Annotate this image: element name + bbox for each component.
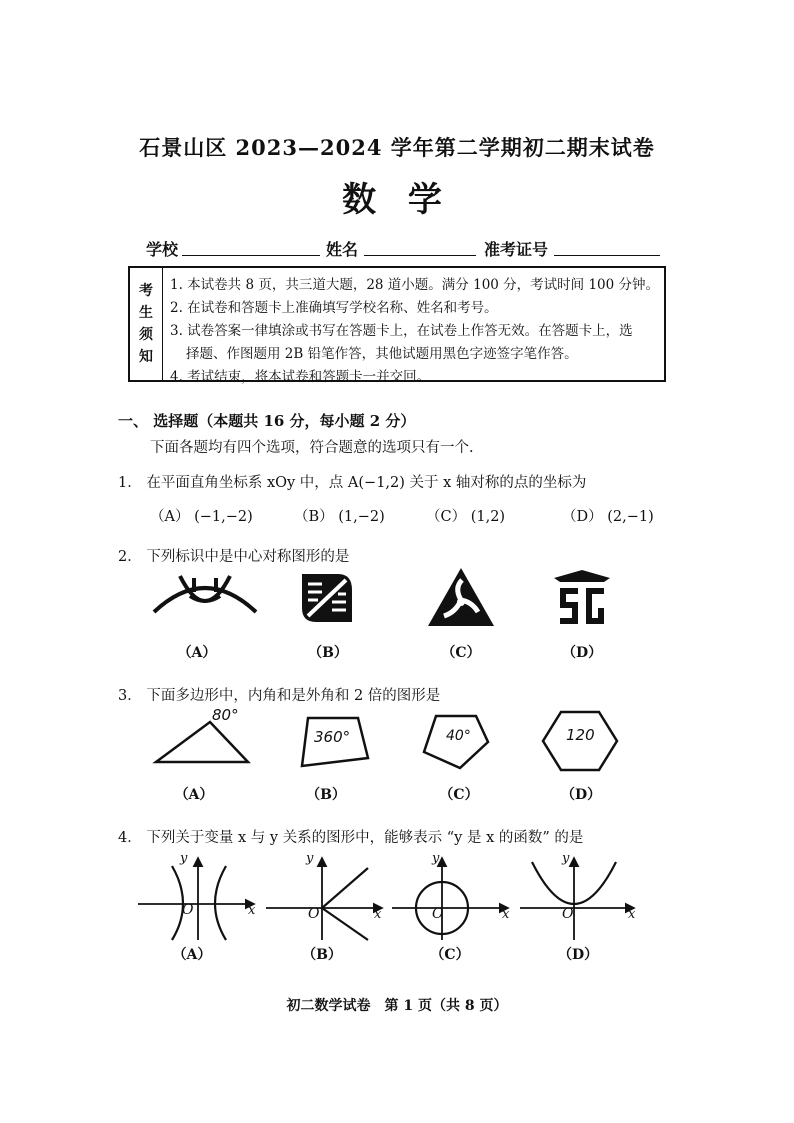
id-field[interactable] [554,237,660,256]
notice-label [130,268,163,380]
page-footer: 初二数学试卷 第 1 页（共 8 页） [286,998,508,1014]
graph-a-y-label: y [180,851,188,866]
graph-a-hyperbola-sideways [136,852,262,942]
q4-label-c: （C） [430,947,470,963]
graph-a-origin-label: O [182,902,194,918]
q3-label-d: （D） [561,787,602,803]
q3-annotation-a: 80° [212,706,239,724]
question-4-stem: 4． 下列关于变量 x 与 y 关系的图形中，能够表示 “y 是 x 的函数” 的是 [118,830,584,846]
notice-item: 1. 本试卷共 8 页，共三道大题，28 道小题。满分 100 分，考试时间 100 分钟。 [170,277,660,293]
section-heading: 一、 选择题（本题共 16 分，每小题 2 分） [118,412,416,430]
graph-a-x-label: x [248,903,256,918]
notice-item: 择题、作图题用 2B 铅笔作答，其他试题用黑色字迹签字笔作答。 [186,346,578,362]
graph-d-origin-label: O [562,906,574,922]
logo-a-arcs-icon [150,568,260,628]
student-info-line [146,237,666,261]
q1-option-c: （C） (1,2) [426,509,506,525]
q3-annotation-b: 360° [314,728,351,746]
logo-b-leaf-icon [298,570,356,626]
q2-label-d: （D） [562,645,603,661]
exam-title: 石景山区 2023—2024 学年第二学期初二期末试卷 [139,135,655,160]
notice-item: 4. 考试结束，将本试卷和答题卡一并交回。 [170,369,431,385]
notice-item: 3. 试卷答案一律填涂或书写在答题卡上，在试卷上作答无效。在答题卡上，选 [170,323,633,339]
exam-notice-box [128,266,666,385]
q3-annotation-d: 120 [566,726,595,744]
notice-items [170,274,662,389]
q4-label-d: （D） [558,947,599,963]
q3-label-c: （C） [439,787,479,803]
q3-annotation-c: 40° [446,728,471,744]
graph-c-x-label: x [502,907,510,922]
question-1-stem: 1． 在平面直角坐标系 xOy 中，点 A(−1,2) 关于 x 轴对称的点的坐标为 [118,475,587,491]
id-label: 准考证号 [484,240,549,259]
graph-b-x-label: x [374,907,382,922]
q4-label-b: （B） [302,947,342,963]
graph-b-rays [264,852,390,942]
graph-b-y-label: y [306,851,314,866]
logo-d-sg-icon [552,568,612,628]
graph-b-origin-label: O [308,906,320,922]
notice-label-char: 须 [139,327,153,343]
notice-item: 2. 在试卷和答题卡上准确填写学校名称、姓名和考号。 [170,300,498,316]
school-label: 学校 [146,240,179,259]
name-label: 姓名 [326,240,359,259]
q1-option-a: （A） (−1,−2) [150,509,253,525]
triangle-figure [154,708,254,768]
graph-c-origin-label: O [432,906,444,922]
graph-d-y-label: y [562,851,570,866]
q2-label-a: （A） [177,645,217,661]
logo-c-triangle-swirl-icon [426,566,496,630]
q4-label-a: （A） [172,947,212,963]
notice-label-char: 生 [139,305,153,321]
q3-label-b: （B） [306,787,346,803]
notice-label-char: 考 [139,283,153,299]
question-3-stem: 3． 下面多边形中，内角和是外角和 2 倍的图形是 [118,688,441,704]
q1-option-d: （D） (2,−1) [562,509,654,525]
notice-label-char: 知 [139,349,153,365]
subject-title: 数 学 [342,180,452,220]
graph-d-x-label: x [628,907,636,922]
q1-option-b: （B） (1,−2) [294,509,385,525]
graph-c-y-label: y [432,851,440,866]
q3-label-a: （A） [174,787,214,803]
q2-label-b: （B） [308,645,348,661]
section-instruction: 下面各题均有四个选项，符合题意的选项只有一个. [150,440,474,456]
question-2-stem: 2． 下列标识中是中心对称图形的是 [118,549,350,565]
graph-d-parabola [518,852,642,942]
name-field[interactable] [364,237,476,256]
school-field[interactable] [182,237,320,256]
q2-label-c: （C） [441,645,481,661]
graph-c-circle [390,852,516,942]
